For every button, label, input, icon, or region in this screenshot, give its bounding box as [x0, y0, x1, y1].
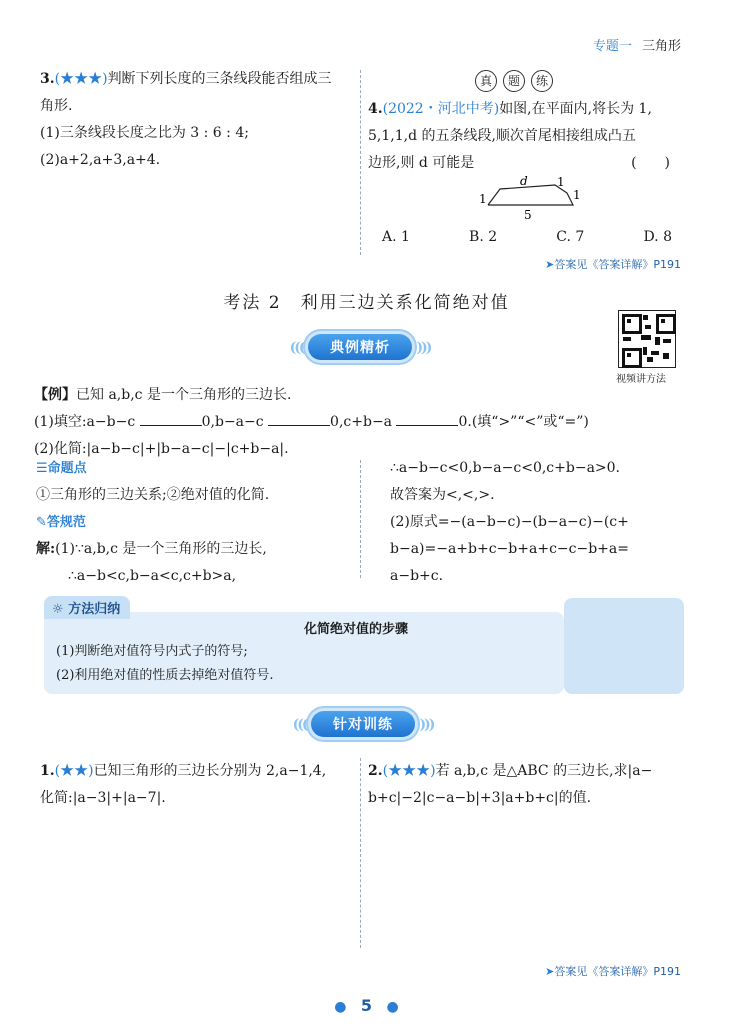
example-intro: 已知 a,b,c 是一个三角形的三边长.	[76, 387, 292, 403]
example-p1-d: 0.(填“>”“<”或“=”)	[458, 414, 589, 430]
difficulty-stars: (★★★)	[54, 71, 108, 87]
section-title: 考法 2 利用三边关系化简绝对值	[223, 293, 510, 313]
q3-part2: (2)a+2,a+3,a+4.	[40, 152, 161, 168]
q4-option-b: B. 2	[469, 229, 498, 245]
training-question-1	[40, 758, 356, 812]
real-exam-char-3: 练	[531, 70, 553, 92]
analysis-left	[36, 455, 356, 590]
practice-banner	[288, 711, 438, 737]
q4-answer-ref-text: 答案见《答案详解》P191	[554, 258, 681, 271]
banner-deco-left-icon: (((	[289, 340, 304, 356]
footer-answer-ref-text: 答案见《答案详解》P191	[554, 965, 681, 978]
q3-part1: (1)三条线段长度之比为 3 : 6 : 4;	[40, 125, 249, 141]
fig-label-right: 1	[573, 188, 581, 202]
practice-deco-right-icon: )))	[419, 717, 434, 733]
page-number: 5	[360, 996, 373, 1015]
solution-head: 解:	[36, 541, 56, 557]
q4-option-a: A. 1	[382, 229, 410, 245]
example-banner	[280, 334, 440, 360]
example-p1-a: (1)填空:a−b−c	[34, 414, 136, 430]
question-4	[368, 96, 688, 177]
lightbulb-icon: ☼	[52, 602, 64, 617]
example-banner-label: 典例精析	[308, 334, 412, 360]
q4-text2: 5,1,1,d 的五条线段,顺次首尾相接组成凸五	[368, 128, 636, 144]
analysis-right	[390, 455, 690, 590]
method-tab-label: 方法归纳	[68, 602, 121, 617]
real-exam-label	[472, 70, 556, 92]
column-divider-middle	[360, 460, 361, 578]
qr-code[interactable]	[618, 310, 676, 368]
real-exam-char-2: 题	[503, 70, 525, 92]
t1-stars: (★★)	[54, 763, 94, 779]
page-number-block	[0, 996, 733, 1015]
page-header	[593, 35, 681, 54]
t1-text1: 已知三角形的三边长分别为 2,a−1,4,	[93, 763, 327, 779]
t1-number: 1.	[40, 763, 55, 779]
q4-text3: 边形,则 d 可能是	[368, 155, 475, 171]
mingti-text: ①三角形的三边关系;②绝对值的化简.	[36, 487, 270, 503]
practice-banner-label: 针对训练	[311, 711, 415, 737]
fill-blank-3	[396, 411, 458, 426]
fill-blank-2	[268, 411, 330, 426]
t2-text1: 若 a,b,c 是△ABC 的三边长,求|a−	[435, 763, 653, 779]
t2-stars: (★★★)	[382, 763, 436, 779]
t2-text2: b+c|−2|c−a−b|+3|a+b+c|的值.	[368, 790, 592, 806]
column-divider-bottom	[360, 758, 361, 948]
pencil-icon: ✎	[36, 515, 47, 530]
q3-number: 3.	[40, 71, 55, 87]
solution-line2: ∴a−b<c,b−a<c,c+b>a,	[68, 568, 237, 584]
daguifan-label: 答规范	[46, 515, 86, 530]
solution-right-line2: 故答案为<,<,>.	[390, 487, 495, 503]
example-p1-b: 0,b−a−c	[201, 414, 264, 430]
fig-label-left: 1	[479, 192, 487, 206]
bullet-left-icon: ●	[334, 999, 347, 1015]
real-exam-char-1: 真	[475, 70, 497, 92]
method-title: 化简绝对值的步骤	[304, 622, 409, 637]
q4-source: (2022・河北中考)	[382, 101, 500, 117]
banner-deco-right-icon: )))	[416, 340, 431, 356]
q4-option-d: D. 8	[643, 229, 672, 245]
arrow-icon: ➤	[545, 258, 555, 271]
fig-label-right-top: 1	[557, 175, 565, 189]
training-question-2	[368, 758, 686, 812]
t2-number: 2.	[368, 763, 383, 779]
practice-deco-left-icon: (((	[292, 717, 307, 733]
q4-options	[382, 229, 672, 245]
method-step2: (2)利用绝对值的性质去掉绝对值符号.	[56, 668, 274, 683]
footer-answer-reference[interactable]	[545, 963, 681, 979]
q4-text1: 如图,在平面内,将长为 1,	[499, 101, 652, 117]
bullet-right-icon: ●	[386, 999, 399, 1015]
method-section	[44, 596, 684, 694]
example-label: 【例】	[34, 387, 76, 403]
method-box-right	[564, 598, 684, 694]
q3-text1: 判断下列长度的三条线段能否组成三	[107, 71, 332, 87]
q4-answer-paren: ( )	[631, 155, 670, 171]
method-step1: (1)判断绝对值符号内式子的符号;	[56, 644, 248, 659]
example-block	[34, 382, 694, 463]
qr-caption: 视频讲方法	[616, 374, 666, 385]
solution-line1: (1)∵a,b,c 是一个三角形的三边长,	[55, 541, 267, 557]
solution-right-line5: a−b+c.	[390, 568, 444, 584]
solution-right-line3: (2)原式=−(a−b−c)−(b−a−c)−(c+	[390, 514, 629, 530]
footer-arrow-icon: ➤	[545, 965, 555, 978]
q4-answer-reference[interactable]	[545, 256, 681, 272]
fill-blank-1	[140, 411, 202, 426]
solution-right-line1: ∴a−b−c<0,b−a−c<0,c+b−a>0.	[390, 460, 621, 476]
fig-label-bottom: 5	[524, 208, 532, 222]
header-section: 专题一	[592, 39, 632, 54]
question-3	[40, 66, 350, 174]
method-tab	[44, 596, 130, 619]
example-p1-c: 0,c+b−a	[330, 414, 393, 430]
solution-right-line4: b−a)=−a+b+c−b+a+c−c−b+a=	[390, 541, 629, 557]
column-divider-top	[360, 70, 361, 255]
fig-label-d: d	[520, 174, 528, 188]
t1-text2: 化简:|a−3|+|a−7|.	[40, 790, 166, 806]
pentagon-figure	[470, 172, 590, 222]
q4-option-c: C. 7	[556, 229, 585, 245]
example-p2: (2)化简:|a−b−c|+|b−a−c|−|c+b−a|.	[34, 441, 289, 457]
q3-text2: 角形.	[40, 98, 73, 114]
q4-number: 4.	[368, 101, 383, 117]
header-topic: 三角形	[641, 39, 681, 54]
topic-icon: ☰	[36, 461, 48, 476]
mingti-label: 命题点	[47, 461, 87, 476]
